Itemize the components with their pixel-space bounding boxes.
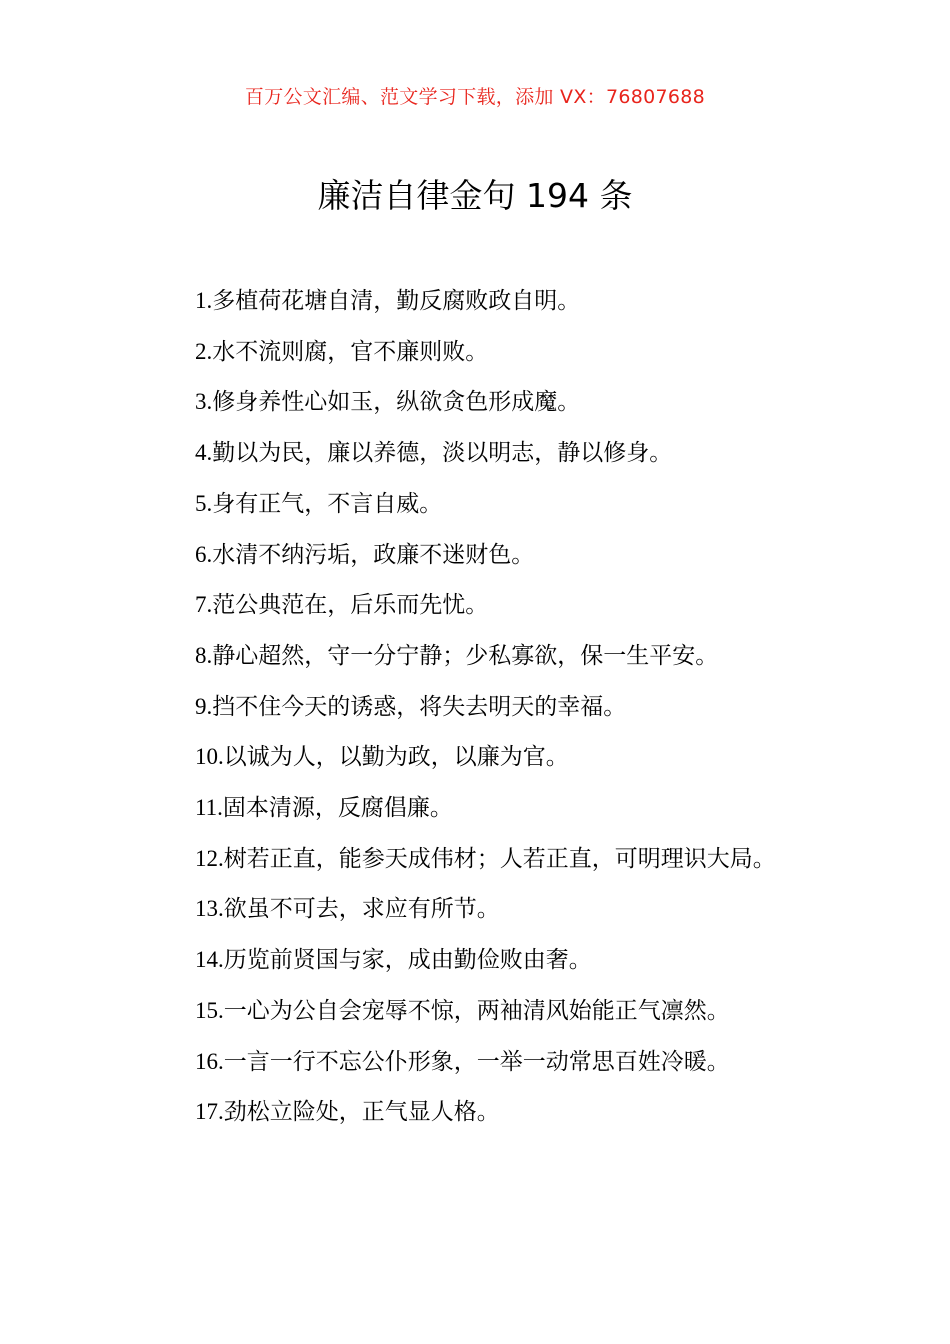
list-item [143,377,811,428]
item-number: 1. [195,288,213,313]
item-text: 以诚为人，以勤为政，以廉为官。 [223,744,569,771]
list-item [143,276,811,327]
item-number: 4. [195,440,213,466]
list-item [143,1087,811,1138]
list-item [143,530,811,581]
item-number: 6. [195,541,213,567]
header-note: 百万公文汇编、范文学习下载，添加 VX：76807688 [244,86,706,108]
item-number: 2. [195,338,213,364]
item-text: 固本清源，反腐倡廉。 [222,795,453,822]
item-text: 一言一行不忘公仆形象，一举一动常思百姓冷暖。 [223,1048,730,1075]
item-text: 劲松立险处，正气显人格。 [223,1099,500,1126]
item-number: 16. [195,1048,224,1074]
item-text: 欲虽不可去，求应有所节。 [223,896,500,923]
item-number: 14. [195,947,224,973]
list-item [143,479,811,530]
item-text: 挡不住今天的诱惑，将失去明天的幸福。 [212,693,627,720]
item-text: 多植荷花塘自清，勤反腐败政自明。 [212,288,581,314]
item-text: 静心超然，守一分宁静；少私寡欲，保一生平安。 [212,642,719,669]
list-item [143,884,811,935]
item-number: 10. [195,744,224,770]
item-text: 勤以为民，廉以养德，淡以明志，静以修身。 [212,440,673,467]
list-item [143,1037,811,1088]
item-text: 修身养性心如玉，纵欲贪色形成魔。 [212,389,581,416]
list-item [143,428,811,479]
item-text: 一心为公自会宠辱不惊，两袖清风始能正气凛然。 [223,997,730,1024]
item-number: 5. [195,490,213,516]
item-text: 身有正气，不言自威。 [212,490,443,517]
item-text: 水不流则腐，官不廉则败。 [212,338,489,365]
list-item [143,327,811,378]
item-text: 水清不纳污垢，政廉不迷财色。 [212,541,535,568]
document-body [143,276,811,1138]
item-number: 17. [195,1099,224,1125]
item-number: 15. [195,997,224,1023]
item-number: 11. [195,795,223,821]
item-text: 范公典范在，后乐而先忧。 [212,592,489,619]
list-item [143,935,811,986]
item-number: 7. [195,592,213,618]
item-text: 树若正直，能参天成伟材；人若正直，可明理识大局。 [223,845,776,872]
item-number: 12. [195,845,224,871]
list-item [143,732,811,783]
list-item [143,834,811,885]
list-item [143,631,811,682]
list-item [143,580,811,631]
document-title: 廉洁自律金句 194 条 [317,176,633,215]
list-item [143,986,811,1037]
list-item [143,783,811,834]
item-number: 9. [195,693,213,719]
item-number: 13. [195,896,224,922]
item-text: 历览前贤国与家，成由勤俭败由奢。 [223,947,592,974]
item-number: 8. [195,642,213,668]
item-number: 3. [195,389,213,415]
list-item [143,682,811,733]
